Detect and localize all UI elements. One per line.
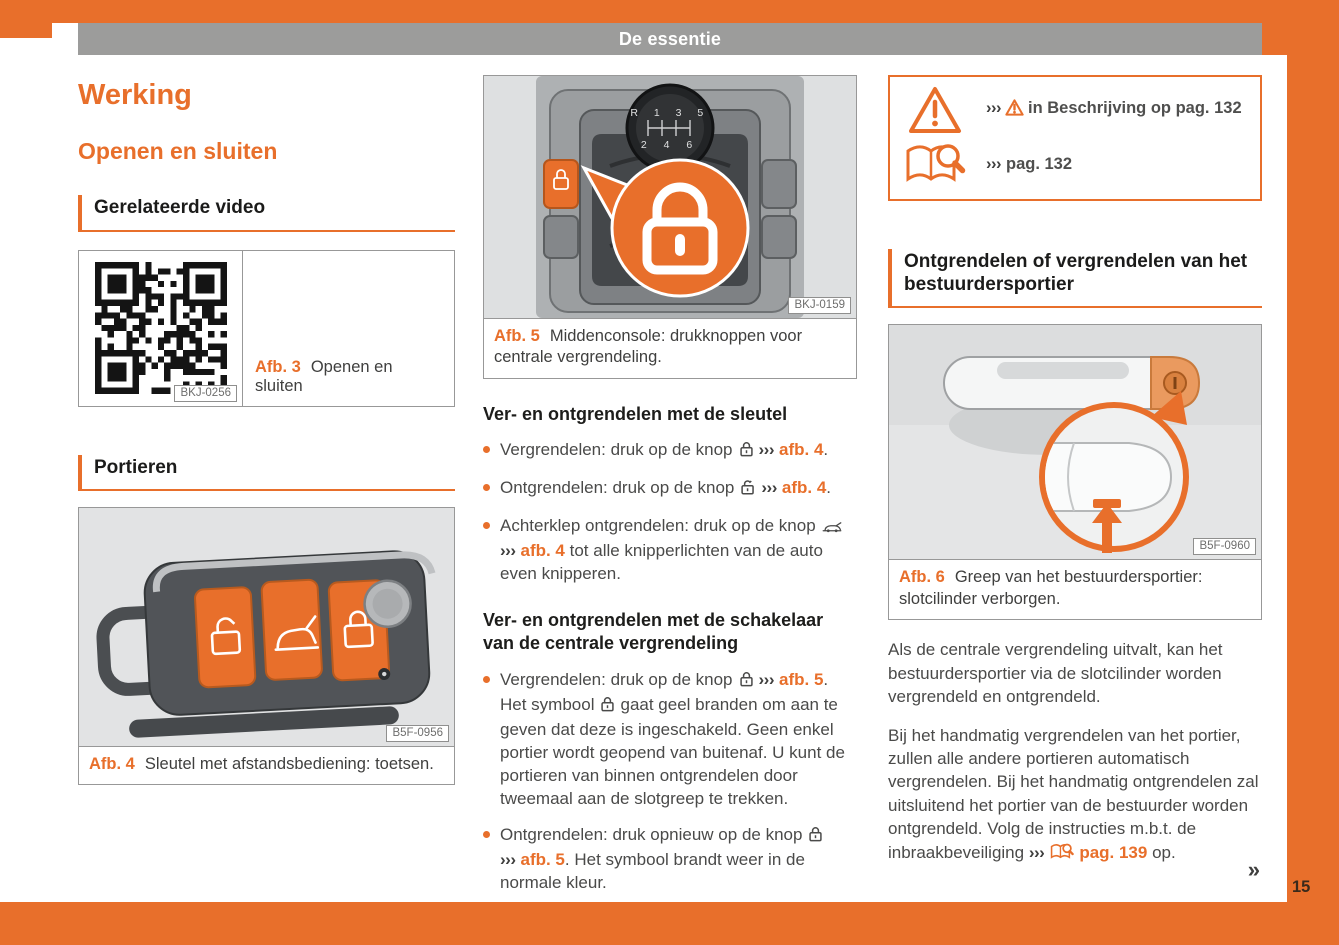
bullet-text: Vergrendelen: druk op de knop [500, 669, 733, 689]
lock-closed-icon [808, 825, 823, 848]
caption-text: Openen en sluiten [255, 357, 393, 395]
image-code-badge: BKJ-0256 [174, 385, 237, 402]
figure-4-remote-key [78, 507, 455, 785]
subsection-heading: Ver- en ontgrendelen met de schakelaar van de centrale vergrendeling [483, 610, 824, 654]
list-item: Ontgrendelen: druk opnieuw op de knop››› afb. 5. Het symbool brandt weer in de normale kleur. [483, 823, 857, 894]
list-item: Vergrendelen: druk op de knop ››› afb. 4. [483, 438, 857, 463]
lock-closed-icon [739, 670, 754, 693]
gear-pattern-label: R 1 3 5 [630, 107, 710, 119]
lock-open-icon [740, 478, 756, 501]
doors-section-heading: Portieren [78, 455, 455, 491]
figure-ref: Afb. 5 [494, 327, 540, 345]
switch-bullet-list [483, 668, 857, 895]
continuation-mark: » [1247, 857, 1260, 883]
door-handle-illustration [889, 325, 1261, 559]
book-search-icon [904, 142, 966, 186]
image-code-badge: B5F-0960 [1193, 538, 1256, 555]
figure-ref: Afb. 6 [899, 568, 945, 587]
chapter-title: De essentie [618, 28, 722, 49]
ref-arrows: ››› [758, 669, 774, 689]
gear-pattern-label: 2 4 6 [640, 139, 700, 151]
figure-ref: Afb. 4 [89, 754, 135, 773]
figure-ref-link: afb. 5 [520, 850, 565, 870]
unlock-button [195, 587, 256, 688]
list-item: Vergrendelen: druk op de knop ››› afb. 5. Het symbool gaat geel branden om aan te geven dat deze is ingeschakeld. Geen enkel portier wordt geopend van buitenaf. U kunt de portieren van binnen ontgrendelen door tweemaal aan de slotgreep te trekken. [483, 668, 857, 811]
paragraph: Bij het handmatig vergrendelen van het portier, zullen alle andere portieren automatisch vergrendelen. Bij het handmatig ontgrendelen zal uitsluitend het portier van de bestuurder worden ontgrendeld. Volg de instructies m.b.t. de inbraakbeveiliging ››› pag. 139 op. [888, 724, 1262, 867]
list-item: Ontgrendelen: druk op de knop ››› afb. 4. [483, 476, 857, 501]
car-tailgate-icon [822, 516, 842, 539]
lock-closed-icon [739, 440, 754, 463]
warning-triangle-icon [1005, 99, 1024, 121]
section-title: Openen en sluiten [78, 138, 278, 165]
bullet-text: Ontgrendelen: druk op de knop [500, 478, 735, 498]
central-locking-button [544, 160, 578, 208]
ref-arrows: ››› [986, 154, 1001, 173]
figure-caption [242, 251, 454, 406]
key-bullet-list [483, 438, 857, 586]
reference-row [904, 85, 1246, 135]
left-column [78, 80, 455, 785]
ref-arrows: ››› [500, 850, 516, 870]
reference-text: ››› in Beschrijving op pag. 132 [986, 99, 1242, 121]
console-button [544, 216, 578, 258]
bullet-text: Vergrendelen: druk op de knop [500, 439, 733, 459]
right-column [888, 75, 1262, 883]
image-code-badge: B5F-0956 [386, 725, 449, 742]
center-console-illustration [484, 76, 856, 318]
qr-code-panel [79, 251, 242, 406]
figure-ref: Afb. 3 [255, 357, 301, 376]
safety-reference-box [888, 75, 1262, 201]
page-frame-bottom [0, 902, 1339, 945]
bullet-text: Achterklep ontgrendelen: druk op de knop [500, 516, 816, 536]
figure-5-console [483, 75, 857, 379]
figure-ref-link: afb. 4 [781, 478, 827, 498]
figure-3-qr [78, 250, 455, 407]
bullet-text: Ontgrendelen: druk opnieuw op de knop [500, 825, 803, 845]
list-item: Achterklep ontgrendelen: druk op de knop››› afb. 4 tot alle knipperlichten van de auto even knipperen. [483, 514, 857, 585]
lock-closed-icon [600, 695, 615, 718]
reference-text: ››› pag. 132 [986, 154, 1073, 173]
caption-text: Middenconsole: drukknoppen voor centrale vergrendeling. [494, 327, 803, 367]
chapter-header-bar [78, 23, 1262, 55]
figure-ref-link: afb. 4 [779, 439, 824, 459]
page-frame-right [1287, 0, 1339, 945]
key-remote-illustration [79, 508, 454, 746]
middle-column [483, 75, 857, 908]
book-search-icon [1050, 843, 1074, 866]
console-button [762, 160, 796, 208]
figure-caption [484, 318, 856, 378]
center-console-image [484, 76, 856, 318]
page-title: Werking [78, 79, 192, 111]
figure-ref-link: afb. 4 [520, 541, 565, 561]
remote-key-image [79, 508, 454, 746]
ref-arrows: ››› [986, 99, 1001, 117]
qr-code-image [95, 262, 227, 394]
ref-arrows: ››› [761, 478, 777, 498]
figure-6-door-handle [888, 324, 1262, 620]
warning-triangle-icon [904, 85, 966, 135]
paragraph: Als de centrale vergrendeling uitvalt, kan het bestuurdersportier via de slotcilinder worden vergrendeld en ontgrendeld. [888, 640, 1223, 707]
door-handle [944, 357, 1199, 409]
video-section-heading: Gerelateerde video [78, 195, 455, 231]
image-code-badge: BKJ-0159 [788, 297, 851, 314]
subsection-heading: Ver- en ontgrendelen met de sleutel [483, 403, 788, 424]
driver-door-section-heading: Ontgrendelen of vergrendelen van het bestuurdersportier [888, 249, 1262, 308]
page-frame-top [0, 0, 1339, 23]
figure-ref-link: afb. 5 [779, 669, 824, 689]
door-handle-image [889, 325, 1261, 559]
reference-row [904, 139, 1246, 189]
page-frame-topleft-block [0, 0, 52, 38]
ref-arrows: ››› [500, 541, 516, 561]
ref-arrows: ››› [1028, 842, 1045, 862]
console-button [762, 216, 796, 258]
figure-caption [889, 559, 1261, 619]
caption-text: Greep van het bestuurdersportier: slotcilinder verborgen. [899, 568, 1203, 608]
ref-arrows: ››› [758, 439, 774, 459]
page-ref-link: pag. 139 [1079, 842, 1148, 862]
figure-caption [79, 746, 454, 784]
page-number: 15 [1292, 878, 1311, 896]
caption-text: Sleutel met afstandsbediening: toetsen. [144, 754, 434, 773]
